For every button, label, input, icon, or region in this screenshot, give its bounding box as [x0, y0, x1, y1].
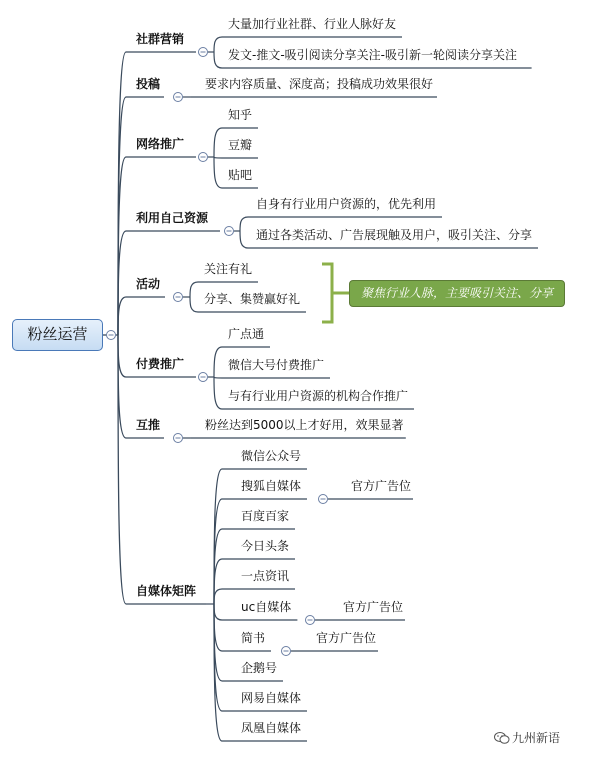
branch-collapse-icon-4[interactable] [174, 293, 183, 302]
child-label-7-1[interactable]: 搜狐自媒体 [241, 479, 302, 493]
child-label-7-8[interactable]: 网易自媒体 [241, 691, 302, 705]
child-label-7-3[interactable]: 今日头条 [241, 539, 290, 553]
child-label-7-5[interactable]: uc自媒体 [241, 600, 292, 614]
child-label-7-0[interactable]: 微信公众号 [241, 449, 302, 463]
branch-collapse-icon-1[interactable] [174, 93, 183, 102]
child-label-6-0[interactable]: 粉丝达到5000以上才好用，效果显著 [205, 418, 404, 432]
root-collapse-icon[interactable] [107, 331, 116, 340]
branch-curve-3 [118, 231, 126, 335]
child-collapse-icon-7-5[interactable] [306, 616, 315, 625]
branch-label-3[interactable]: 利用自己资源 [136, 211, 209, 225]
sub-label-7-6[interactable]: 官方广告位 [316, 631, 377, 645]
child-curve-5-0 [214, 347, 222, 377]
child-label-4-0[interactable]: 关注有礼 [204, 262, 253, 276]
child-label-5-1[interactable]: 微信大号付费推广 [228, 358, 325, 372]
child-curve-5-1 [214, 377, 222, 378]
child-label-2-2[interactable]: 贴吧 [228, 168, 253, 182]
child-curve-4-1 [190, 297, 198, 312]
branch-collapse-icon-5[interactable] [199, 373, 208, 382]
branch-collapse-icon-0[interactable] [199, 48, 208, 57]
child-label-5-2[interactable]: 与有行业用户资源的机构合作推广 [228, 389, 409, 403]
child-curve-7-5 [214, 604, 222, 620]
child-curve-0-1 [214, 52, 222, 68]
child-label-0-0[interactable]: 大量加行业社群、行业人脉好友 [228, 17, 397, 31]
child-label-4-1[interactable]: 分享、集赞赢好礼 [204, 292, 301, 306]
child-curve-2-1 [214, 157, 222, 158]
wechat-icon [494, 731, 510, 745]
sub-label-7-5[interactable]: 官方广告位 [343, 600, 404, 614]
child-curve-2-0 [214, 128, 222, 157]
child-label-3-0[interactable]: 自身有行业用户资源的，优先利用 [256, 197, 437, 211]
root-node[interactable]: 粉丝运营 [12, 319, 103, 351]
branch-label-7[interactable]: 自媒体矩阵 [136, 584, 197, 598]
activity-bracket [322, 264, 332, 322]
child-label-7-6[interactable]: 简书 [241, 631, 266, 645]
child-collapse-icon-7-6[interactable] [282, 647, 291, 656]
child-curve-2-2 [214, 157, 222, 188]
child-label-1-0[interactable]: 要求内容质量、深度高；投稿成功效果很好 [205, 77, 434, 91]
child-curve-7-3 [214, 559, 222, 604]
branch-label-6[interactable]: 互推 [136, 418, 161, 432]
child-curve-5-2 [214, 377, 222, 409]
watermark: 九州新语 [512, 731, 561, 745]
branch-label-2[interactable]: 网络推广 [136, 137, 185, 151]
child-curve-3-1 [240, 231, 248, 248]
branch-label-1[interactable]: 投稿 [136, 77, 161, 91]
child-label-2-1[interactable]: 豆瓣 [228, 138, 253, 152]
child-curve-7-4 [214, 589, 222, 604]
child-curve-0-0 [214, 37, 222, 52]
child-label-7-9[interactable]: 凤凰自媒体 [241, 721, 302, 735]
child-label-2-0[interactable]: 知乎 [228, 108, 253, 122]
child-label-0-1[interactable]: 发文-推文-吸引阅读分享关注-吸引新一轮阅读分享关注 [228, 48, 517, 62]
child-label-7-4[interactable]: 一点资讯 [241, 569, 290, 583]
child-label-7-7[interactable]: 企鹅号 [241, 661, 278, 675]
activity-callout: 聚焦行业人脉，主要吸引关注、分享 [349, 280, 565, 307]
branch-label-5[interactable]: 付费推广 [136, 357, 185, 371]
branch-collapse-icon-6[interactable] [174, 434, 183, 443]
branch-curve-4 [118, 297, 126, 335]
child-collapse-icon-7-1[interactable] [319, 495, 328, 504]
child-label-7-2[interactable]: 百度百家 [241, 509, 290, 523]
sub-label-7-1[interactable]: 官方广告位 [351, 479, 412, 493]
child-curve-4-0 [190, 282, 198, 297]
child-label-3-1[interactable]: 通过各类活动、广告展现触及用户，吸引关注、分享 [256, 228, 533, 242]
branch-collapse-icon-3[interactable] [225, 227, 234, 236]
branch-label-4[interactable]: 活动 [136, 277, 161, 291]
branch-curve-5 [118, 335, 126, 377]
child-curve-3-0 [240, 217, 248, 231]
child-curve-7-6 [214, 604, 222, 651]
child-label-5-0[interactable]: 广点通 [228, 327, 265, 341]
branch-collapse-icon-2[interactable] [199, 153, 208, 162]
branch-curve-6 [118, 335, 126, 438]
branch-label-0[interactable]: 社群营销 [136, 32, 185, 46]
